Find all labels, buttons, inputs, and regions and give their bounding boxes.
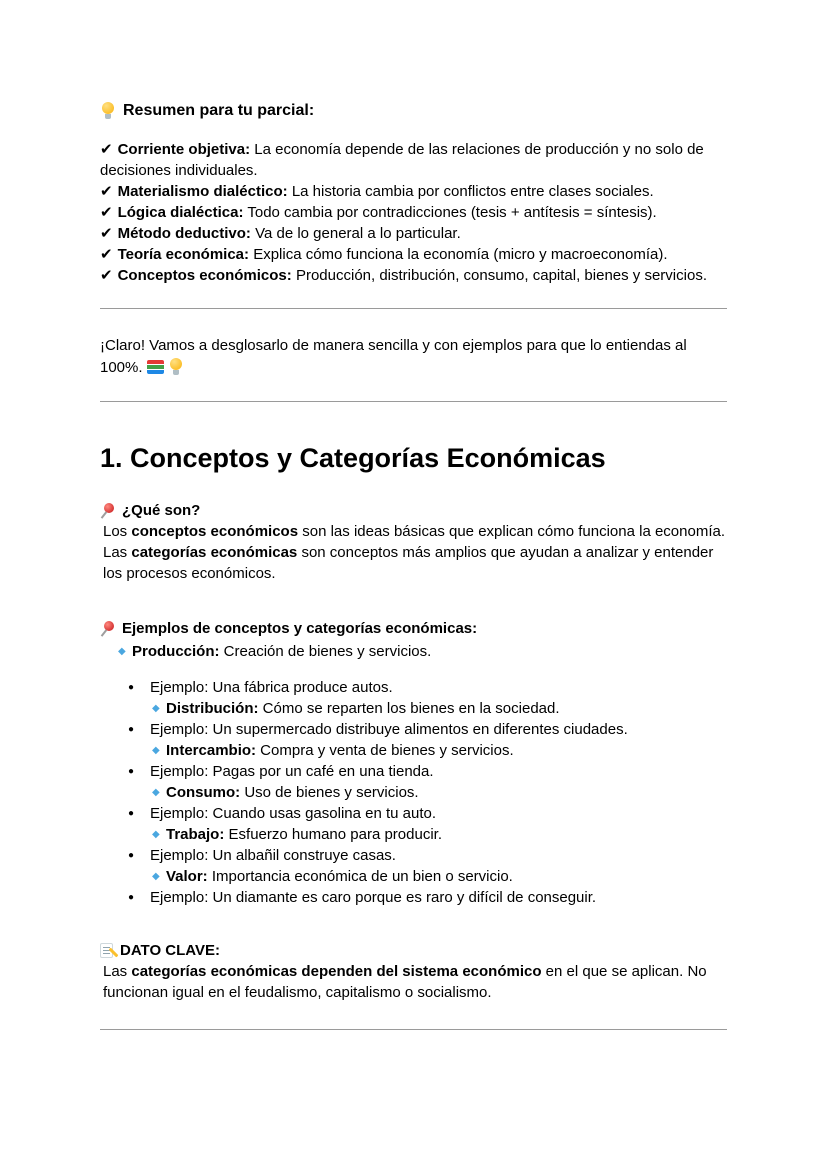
term-text	[132, 641, 431, 662]
summary-title-text: Resumen para tu parcial:	[123, 102, 315, 119]
text: Los	[103, 523, 132, 540]
text: Las	[103, 963, 132, 980]
dato-clave-title: DATO CLAVE:	[120, 942, 220, 959]
bullet-icon: ●	[128, 766, 135, 777]
term-label: Producción:	[132, 643, 220, 660]
summary-item	[100, 265, 727, 286]
intro-paragraph	[100, 335, 727, 379]
summary-item-text: La economía depende de las relaciones de producción y no solo de decisiones individuales.	[100, 141, 704, 179]
subheading-dato-clave	[100, 940, 727, 961]
check-icon: ✔	[100, 141, 113, 158]
summary-item-label: Corriente objetiva:	[117, 141, 251, 158]
paragraph	[100, 542, 727, 584]
diamond-bullet-icon: ◆	[152, 871, 160, 882]
term-label: Distribución:	[166, 700, 259, 717]
ejemplos-list	[100, 641, 727, 908]
text: Las	[103, 544, 132, 561]
check-icon: ✔	[100, 183, 113, 200]
summary-item-label: Teoría económica:	[117, 246, 250, 263]
summary-item-text: Producción, distribución, consumo, capital, bienes y servicios.	[295, 267, 707, 284]
check-icon: ✔	[100, 267, 113, 284]
list-item-example	[100, 677, 727, 698]
example-text: Ejemplo: Cuando usas gasolina en tu auto.	[150, 805, 437, 822]
list-item-example	[100, 803, 727, 824]
que-son-block	[100, 500, 727, 584]
term-desc: Esfuerzo humano para producir.	[224, 826, 442, 843]
dato-clave-block	[100, 940, 727, 1003]
check-icon: ✔	[100, 204, 113, 221]
diamond-bullet-icon: ◆	[152, 787, 160, 798]
bullet-icon: ●	[128, 808, 135, 819]
subheading-que-son	[100, 500, 727, 521]
term-desc: Creación de bienes y servicios.	[219, 643, 432, 660]
summary-item-text: Explica cómo funciona la economía (micro y macroeconomía).	[253, 246, 668, 263]
summary-item-text: La historia cambia por conflictos entre clases sociales.	[291, 183, 654, 200]
list-item-term	[100, 641, 727, 662]
lightbulb-icon	[168, 358, 184, 375]
term-desc: Importancia económica de un bien o servicio.	[207, 868, 513, 885]
paragraph	[100, 521, 727, 542]
intro-text: ¡Claro! Vamos a desglosarlo de manera sencilla y con ejemplos para que lo entiendas al 100%.	[100, 337, 687, 376]
paragraph	[100, 961, 727, 1003]
term-text	[166, 740, 514, 761]
check-icon: ✔	[100, 246, 113, 263]
que-son-title: ¿Qué son?	[122, 502, 201, 519]
list-item-example	[100, 719, 727, 740]
term-label: Consumo:	[166, 784, 241, 801]
summary-item-text: Todo cambia por contradicciones (tesis + antítesis = síntesis).	[247, 204, 657, 221]
list-item-example	[100, 887, 727, 908]
summary-item	[100, 244, 727, 265]
summary-item-label: Conceptos económicos:	[117, 267, 292, 284]
diamond-bullet-icon: ◆	[152, 745, 160, 756]
diamond-bullet-icon: ◆	[152, 703, 160, 714]
list-item-term	[100, 740, 727, 761]
document-page	[100, 0, 727, 1030]
pushpin-icon	[100, 621, 115, 637]
summary-item-label: Lógica dialéctica:	[117, 204, 244, 221]
text: en el que se aplican. No funcionan igual en el feudalismo, capitalismo o socialismo.	[103, 963, 707, 1001]
example-text: Ejemplo: Pagas por un café en una tienda.	[150, 763, 434, 780]
example-text: Ejemplo: Un albañil construye casas.	[150, 847, 396, 864]
example-text: Ejemplo: Un supermercado distribuye alimentos en diferentes ciudades.	[150, 721, 628, 738]
divider	[100, 308, 727, 309]
bold-text: conceptos económicos	[131, 523, 299, 540]
term-text	[166, 698, 560, 719]
summary-title	[100, 100, 727, 121]
summary-item-label: Método deductivo:	[117, 225, 251, 242]
list-item-term	[100, 782, 727, 803]
term-desc: Compra y venta de bienes y servicios.	[256, 742, 514, 759]
summary-item	[100, 223, 727, 244]
list-item-example	[100, 845, 727, 866]
bold-text: categorías económicas dependen del sistema económico	[131, 963, 542, 980]
diamond-bullet-icon: ◆	[152, 829, 160, 840]
bold-text: categorías económicas	[131, 544, 298, 561]
section-heading: 1. Conceptos y Categorías Económicas	[100, 443, 606, 473]
term-text	[166, 782, 419, 803]
summary-item-label: Materialismo dialéctico:	[117, 183, 288, 200]
bullet-icon: ●	[128, 850, 135, 861]
divider	[100, 401, 727, 402]
check-icon: ✔	[100, 225, 113, 242]
summary-item	[100, 202, 727, 223]
text: son conceptos más amplios que ayudan a analizar y entender los procesos económicos.	[103, 544, 714, 582]
bullet-icon: ●	[128, 892, 135, 903]
example-text: Ejemplo: Una fábrica produce autos.	[150, 679, 393, 696]
list-item-term	[100, 698, 727, 719]
term-desc: Cómo se reparten los bienes en la sociedad.	[258, 700, 560, 717]
books-icon	[147, 360, 164, 374]
term-text	[166, 824, 442, 845]
list-item-example	[100, 761, 727, 782]
summary-item-text: Va de lo general a lo particular.	[255, 225, 461, 242]
list-item-term	[100, 824, 727, 845]
ejemplos-block	[100, 618, 727, 908]
bullet-icon: ●	[128, 682, 135, 693]
text: son las ideas básicas que explican cómo funciona la economía.	[298, 523, 725, 540]
lightbulb-icon	[100, 102, 116, 119]
summary-item	[100, 181, 727, 202]
diamond-bullet-icon: ◆	[118, 646, 126, 657]
pushpin-icon	[100, 503, 115, 519]
term-text	[166, 866, 513, 887]
example-text: Ejemplo: Un diamante es caro porque es raro y difícil de conseguir.	[150, 889, 597, 906]
subheading-ejemplos	[100, 618, 727, 639]
summary-item	[100, 139, 727, 181]
memo-icon	[100, 943, 113, 958]
list-item-term	[100, 866, 727, 887]
term-label: Trabajo:	[166, 826, 225, 843]
bullet-icon: ●	[128, 724, 135, 735]
ejemplos-title: Ejemplos de conceptos y categorías económicas:	[122, 620, 478, 637]
term-desc: Uso de bienes y servicios.	[240, 784, 419, 801]
term-label: Intercambio:	[166, 742, 257, 759]
term-label: Valor:	[166, 868, 208, 885]
divider	[100, 1029, 727, 1030]
